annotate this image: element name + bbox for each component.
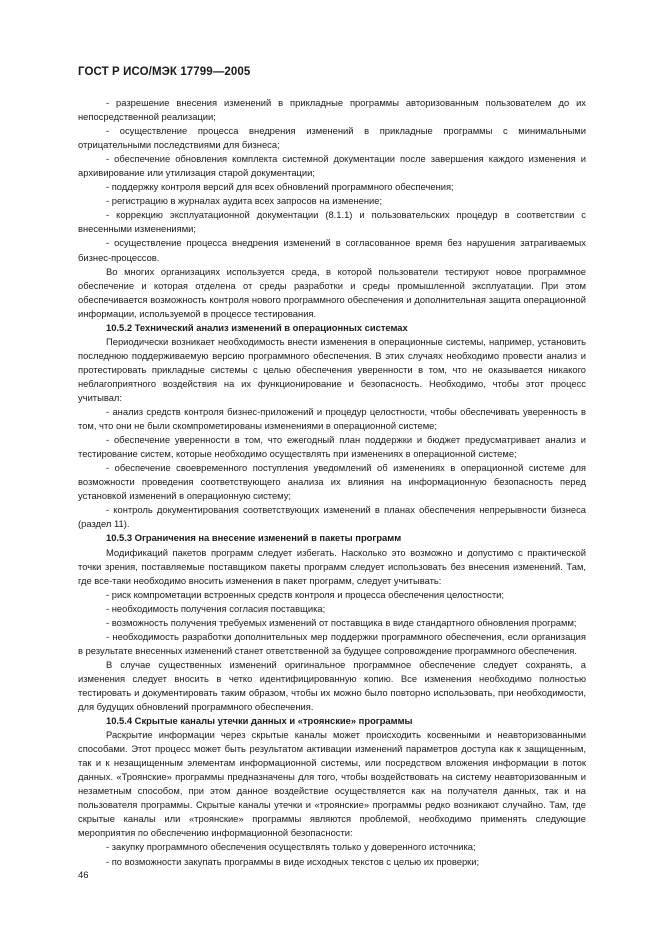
paragraph: - контроль документирования соответствующих изменений в планах обеспечения непрерывности бизнеса (раздел 11). xyxy=(78,504,586,530)
section-heading: 10.5.4 Скрытые каналы утечки данных и «троянские» программы xyxy=(106,715,413,727)
paragraph: - регистрацию в журналах аудита всех запросов на изменение; xyxy=(106,195,383,207)
paragraph: - обеспечение обновления комплекта системной документации после завершения каждого изменения и архивирование или утилизация старой документации; xyxy=(78,153,586,179)
paragraph: - осуществление процесса внедрения изменений в прикладные программы с минимальными отрицательными последствиями для бизнеса; xyxy=(78,125,586,151)
paragraph: - обеспечение уверенности в том, что ежегодный план поддержки и бюджет предусматривает анализ и тестирование систем, которые необходимо осуществлять при изменениях в операционной системе; xyxy=(78,434,586,460)
paragraph: Модификаций пакетов программ следует избегать. Насколько это возможно и допустимо с практической точки зрения, поставляемые поставщиком пакеты программ следует использовать без внесения изменений. Там, где все-таки необходимо вносить изменения в пакет программ, следует учитывать: xyxy=(78,546,586,586)
section-heading: 10.5.3 Ограничения на внесение изменений в пакеты программ xyxy=(106,532,402,544)
paragraph: - необходимость получения согласия поставщика; xyxy=(106,602,326,614)
document-header: ГОСТ Р ИСО/МЭК 17799—2005 xyxy=(78,66,251,78)
paragraph: - риск компрометации встроенных средств контроля и процесса обеспечения целостности; xyxy=(106,588,504,600)
paragraph: - анализ средств контроля бизнес-приложений и процедур целостности, чтобы обеспечивать уверенность в том, что они не были скомпрометированы изменениями в операционной системе; xyxy=(78,406,586,432)
paragraph: Во многих организациях используется среда, в которой пользователи тестируют новое программное обеспечение и которая отделена от среды разработки и среды промышленной эксплуатации. При этом обеспечивается возможность контроля нового программного обеспечения и дополнительная защита операционной информации, используемой в процессе тестирования. xyxy=(78,265,586,319)
document-body xyxy=(78,96,586,869)
paragraph: - закупку программного обеспечения осуществлять только у доверенного источника; xyxy=(106,841,476,853)
paragraph: - необходимость разработки дополнительных мер поддержки программного обеспечения, если организация в результате внесенных изменений станет ответственной за будущее сопровождение программного обеспечения. xyxy=(78,630,586,656)
page-number: 46 xyxy=(78,870,89,881)
paragraph: - коррекцию эксплуатационной документации (8.1.1) и пользовательских процедур в соответствии с внесенными изменениями; xyxy=(78,209,586,235)
section-heading: 10.5.2 Технический анализ изменений в операционных системах xyxy=(106,321,408,333)
paragraph: Раскрытие информации через скрытые каналы может происходить косвенными и неавторизованными способами. Этот процесс может быть результатом активации изменений параметров доступа как к защищенным, так и к незащищенным элементам информационной системы, или посредством вложения информации в поток данных. «Троянские» программы предназначены для того, чтобы воздействовать на систему неавторизованным и незаметным способом, при этом данное воздействие осуществляется как на получателя данных, так и на пользователя программы. Скрытые каналы утечки и «троянские» программы редко возникают случайно. Там, где скрытые каналы или «троянские» программы являются проблемой, необходимо применять следующие мероприятия по обеспечению информационной безопасности: xyxy=(78,729,586,839)
paragraph: - осуществление процесса внедрения изменений в согласованное время без нарушения затрагиваемых бизнес-процессов. xyxy=(78,237,586,263)
paragraph: - обеспечение своевременного поступления уведомлений об изменениях в операционной системе для возможности проведения соответствующего анализа их влияния на информационную безопасность перед установкой изменений в операционную систему; xyxy=(78,462,586,502)
paragraph: - по возможности закупать программы в виде исходных текстов с целью их проверки; xyxy=(106,855,480,867)
paragraph: Периодически возникает необходимость внести изменения в операционные системы, например, установить последнюю поддерживаемую версию программного обеспечения. В этих случаях необходимо провести анализ и протестировать прикладные системы с целью обеспечения уверенности в том, что не оказывается никакого неблагоприятного воздействия на их функционирование и безопасность. Необходимо, чтобы этот процесс учитывал: xyxy=(78,335,586,403)
paragraph: В случае существенных изменений оригинальное программное обеспечение следует сохранять, а изменения следует вносить в четко идентифицированную копию. Все изменения необходимо полностью тестировать и документировать таким образом, чтобы их можно было повторно использовать, при необходимости, для будущих обновлений программного обеспечения. xyxy=(78,658,586,713)
paragraph: - возможность получения требуемых изменений от поставщика в виде стандартного обновления программ; xyxy=(106,616,577,628)
paragraph: - разрешение внесения изменений в прикладные программы авторизованным пользователем до их непосредственной реализации; xyxy=(78,97,586,123)
paragraph: - поддержку контроля версий для всех обновлений программного обеспечения; xyxy=(106,181,454,193)
